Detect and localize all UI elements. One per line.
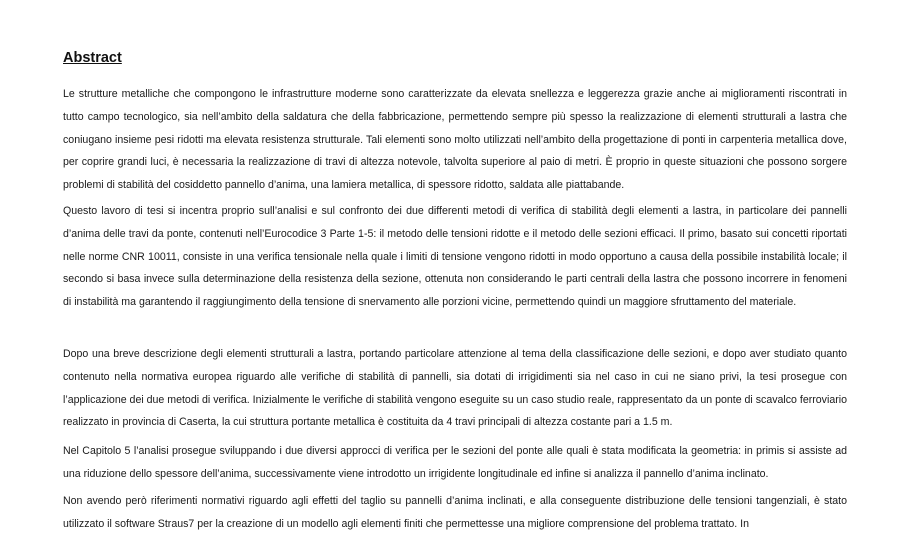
abstract-paragraph-2: Questo lavoro di tesi si incentra proprio sull’analisi e sul confronto dei due differenti metodi di verifica di stabilità degli elementi a lastra, in particolare dei pannelli d’anima delle travi da ponte, contenuti nell’Eurocodice 3 Parte 1-5: il metodo delle tensioni ridotte e il metodo delle sezioni efficaci. Il primo, basato sui concetti riportati nelle norme CNR 10011, consiste in una verifica tensionale nella quale i limiti di tensione vengono ridotti in modo opportuno a causa della possibile instabilità locale; il secondo si basa invece sulla determinazione della resistenza della sezione, ottenuta non considerando le parti centrali della lastra che possono incorrere in fenomeni di instabilità ma garantendo il raggiungimento della tensione di snervamento alle porzioni vicine, permettendo quindi un maggiore sfruttamento del materiale. bbox=[63, 205, 847, 308]
abstract-paragraph-1: Le strutture metalliche che compongono le infrastrutture moderne sono caratterizzate da elevata snellezza e leggerezza grazie anche ai miglioramenti riscontrati in tutto campo tecnologico, sia nell’ambito della saldatura che della fabbricazione, permettendo sempre più spesso la realizzazione di elementi strutturali a lastra che coniugano insieme pesi ridotti ma elevata resistenza strutturale. Tali elementi sono molto utilizzati nell’ambito della progettazione di ponti in carpenteria metallica dove, per coprire grandi luci, è necessaria la realizzazione di travi di altezza notevole, talvolta superiore al paio di metri. È proprio in queste situazioni che possono sorgere problemi di stabilità del cosiddetto pannello d’anima, una lamiera metallica, di spessore ridotto, saldata alle piattabande. bbox=[63, 88, 847, 191]
abstract-paragraph-5: Non avendo però riferimenti normativi riguardo agli effetti del taglio su pannelli d’anima inclinati, e alla conseguente distribuzione delle tensioni tangenziali, è stato utilizzato il software Straus7 per la creazione di un modello agli elementi finiti che permettesse una migliore comprensione del problema trattato. In bbox=[63, 495, 847, 530]
abstract-paragraph-3: Dopo una breve descrizione degli elementi strutturali a lastra, portando particolare attenzione al tema della classificazione delle sezioni, e dopo aver studiato quanto contenuto nella normativa europea riguardo alle verifiche di stabilità di pannelli, sia dotati di irrigidimenti sia nel caso in cui ne siano privi, la tesi prosegue con l’applicazione dei due metodi di verifica. Inizialmente le verifiche di stabilità vengono eseguite su un caso studio reale, rappresentato da un ponte di scavalco ferroviario realizzato in provincia di Caserta, la cui struttura portante metallica è costituita da 4 travi principali di altezza costante pari a 1.5 m. bbox=[63, 348, 847, 429]
abstract-paragraph-4: Nel Capitolo 5 l’analisi prosegue sviluppando i due diversi approcci di verifica per le sezioni del ponte alle quali è stata modificata la geometria: in primis si assiste ad una riduzione dello spessore dell’anima, successivamente viene introdotto un irrigidente longitudinale ed infine si analizza il pannello d’anima inclinato. bbox=[63, 445, 847, 480]
abstract-heading: Abstract bbox=[63, 50, 122, 66]
